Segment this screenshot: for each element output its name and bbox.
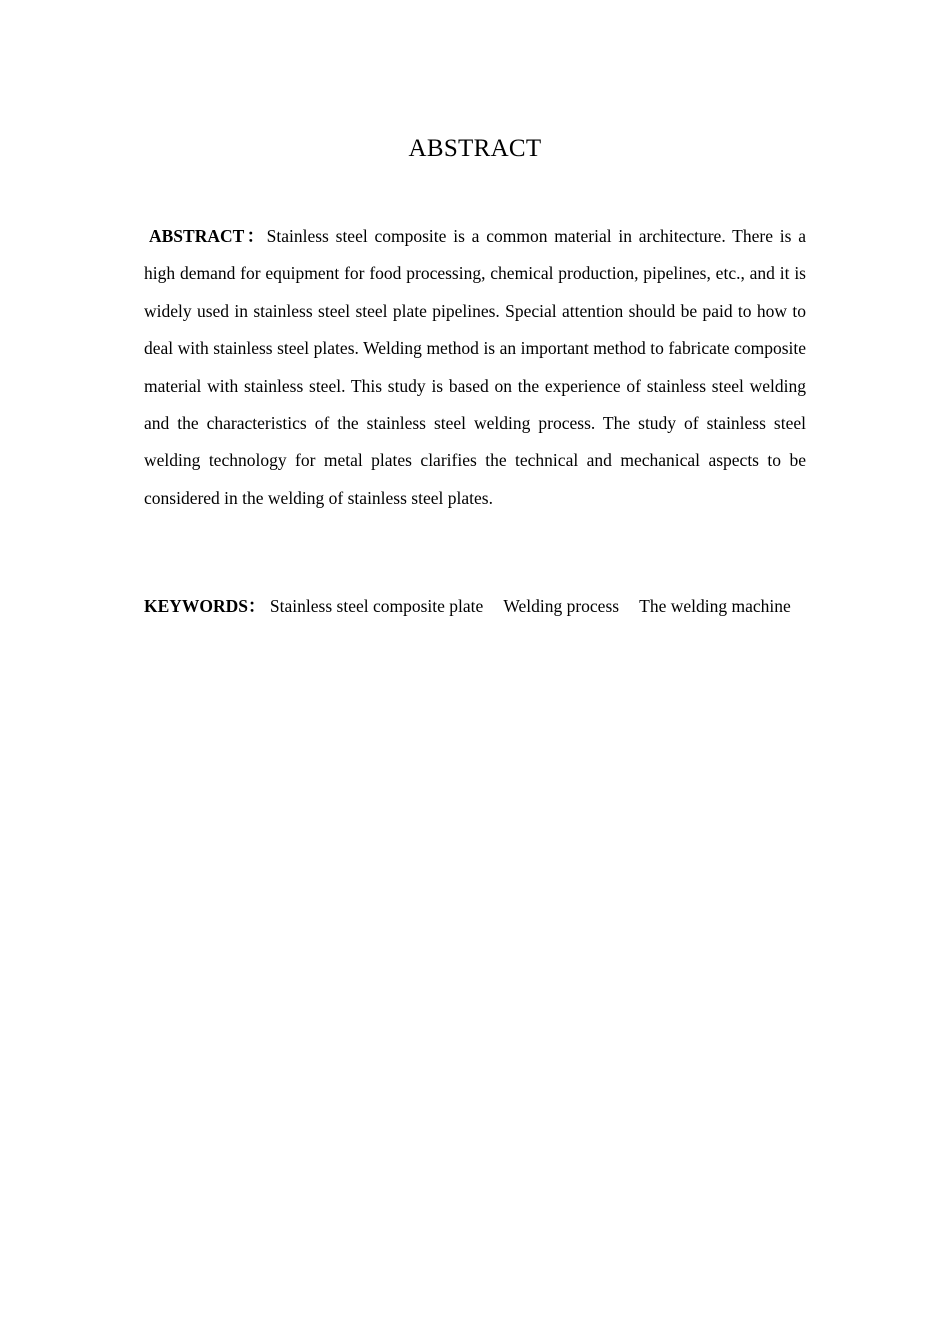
- keywords-paragraph: [144, 588, 806, 625]
- page-title: ABSTRACT: [408, 135, 542, 162]
- keyword-item: Welding process: [503, 596, 620, 616]
- abstract-label: ABSTRACT：: [149, 226, 267, 246]
- keyword-item: The welding machine: [639, 596, 791, 616]
- keyword-item: Stainless steel composite plate: [269, 596, 484, 616]
- abstract-text: Stainless steel composite is a common material in architecture. There is a high demand for equipment for food processing, chemical production, pipelines, etc., and it is widely used in stainless steel steel plate pipelines. Special attention should be paid to how to deal with stainless steel plates. Welding method is an important method to fabricate composite material with stainless steel. This study is based on the experience of stainless steel welding and the characteristics of the stainless steel welding process. The study of stainless steel welding technology for metal plates clarifies the technical and mechanical aspects to be considered in the welding of stainless steel plates.: [144, 226, 806, 508]
- keywords-label: KEYWORDS：: [144, 596, 266, 616]
- abstract-paragraph: [144, 218, 806, 517]
